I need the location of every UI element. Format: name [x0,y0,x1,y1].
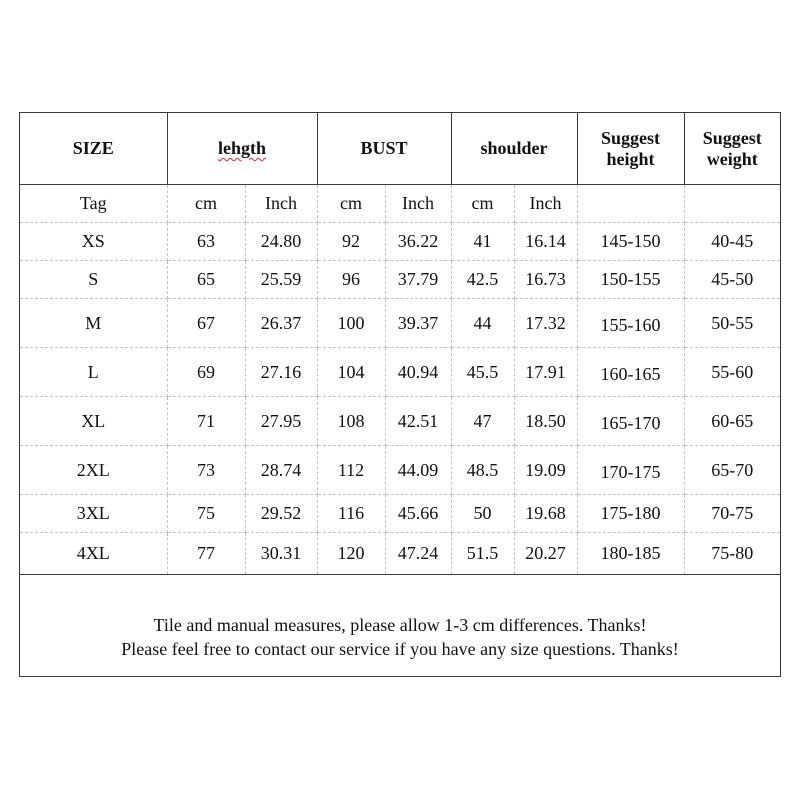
cell-shoulder-cm: 41 [451,223,514,261]
cell-length-inch: 25.59 [245,261,317,299]
cell-weight: 75-80 [684,533,780,575]
cell-length-inch: 27.16 [245,348,317,397]
cell-height: 175-180 [577,495,684,533]
unit-blank-weight [684,185,780,223]
header-shoulder: shoulder [451,113,577,185]
size-table [20,113,780,575]
table-row [20,299,780,348]
header-height-line1: Suggest [601,127,661,148]
note-line-1: Tile and manual measures, please allow 1-3 cm differences. Thanks! [153,615,647,635]
units-row [20,185,780,223]
cell-weight: 70-75 [684,495,780,533]
cell-shoulder-cm: 44 [451,299,514,348]
cell-bust-cm: 92 [317,223,385,261]
table-row [20,348,780,397]
cell-shoulder-cm: 48.5 [451,446,514,495]
cell-length-cm: 73 [167,446,245,495]
cell-size: S [20,261,167,299]
cell-shoulder-cm: 51.5 [451,533,514,575]
cell-size: 3XL [20,495,167,533]
cell-bust-inch: 44.09 [385,446,451,495]
cell-bust-cm: 108 [317,397,385,446]
cell-height: 145-150 [577,223,684,261]
cell-length-cm: 69 [167,348,245,397]
cell-shoulder-inch: 17.32 [514,299,577,348]
cell-height: 160-165 [577,348,684,397]
unit-blank-height [577,185,684,223]
header-bust: BUST [317,113,451,185]
table-row [20,495,780,533]
header-suggest-height [577,113,684,185]
cell-length-cm: 75 [167,495,245,533]
measurement-note [20,613,780,661]
cell-weight: 65-70 [684,446,780,495]
cell-shoulder-inch: 18.50 [514,397,577,446]
cell-shoulder-inch: 20.27 [514,533,577,575]
cell-weight: 60-65 [684,397,780,446]
cell-bust-inch: 39.37 [385,299,451,348]
cell-bust-cm: 104 [317,348,385,397]
cell-shoulder-inch: 19.68 [514,495,577,533]
header-row [20,113,780,185]
header-length-label: lehgth [218,138,267,158]
cell-height: 180-185 [577,533,684,575]
cell-size: M [20,299,167,348]
cell-height: 170-175 [577,446,684,495]
cell-bust-inch: 36.22 [385,223,451,261]
cell-weight: 40-45 [684,223,780,261]
cell-length-cm: 63 [167,223,245,261]
unit-tag: Tag [20,185,167,223]
cell-size: XL [20,397,167,446]
cell-bust-cm: 116 [317,495,385,533]
table-row [20,533,780,575]
cell-height: 150-155 [577,261,684,299]
cell-length-cm: 67 [167,299,245,348]
cell-bust-cm: 100 [317,299,385,348]
cell-bust-inch: 42.51 [385,397,451,446]
table-row [20,446,780,495]
cell-shoulder-cm: 47 [451,397,514,446]
cell-bust-cm: 96 [317,261,385,299]
cell-shoulder-inch: 17.91 [514,348,577,397]
cell-length-cm: 65 [167,261,245,299]
cell-bust-inch: 47.24 [385,533,451,575]
header-weight-line1: Suggest [702,127,762,148]
header-length [167,113,317,185]
unit-shoulder-cm: cm [451,185,514,223]
cell-bust-inch: 45.66 [385,495,451,533]
cell-length-inch: 27.95 [245,397,317,446]
cell-shoulder-inch: 16.73 [514,261,577,299]
header-height-line2: height [606,148,655,169]
cell-size: 4XL [20,533,167,575]
unit-shoulder-inch: Inch [514,185,577,223]
cell-bust-inch: 40.94 [385,348,451,397]
size-chart [19,112,781,677]
cell-bust-cm: 112 [317,446,385,495]
cell-bust-inch: 37.79 [385,261,451,299]
header-size: SIZE [20,113,167,185]
cell-length-inch: 29.52 [245,495,317,533]
cell-length-cm: 71 [167,397,245,446]
cell-height: 165-170 [577,397,684,446]
cell-shoulder-cm: 42.5 [451,261,514,299]
cell-size: L [20,348,167,397]
cell-length-inch: 24.80 [245,223,317,261]
table-row [20,223,780,261]
cell-bust-cm: 120 [317,533,385,575]
table-row [20,261,780,299]
table-row [20,397,780,446]
cell-weight: 55-60 [684,348,780,397]
cell-length-inch: 30.31 [245,533,317,575]
cell-length-inch: 26.37 [245,299,317,348]
cell-shoulder-cm: 45.5 [451,348,514,397]
unit-bust-inch: Inch [385,185,451,223]
unit-bust-cm: cm [317,185,385,223]
cell-size: XS [20,223,167,261]
header-weight-line2: weight [706,148,758,169]
header-suggest-weight [684,113,780,185]
note-line-2: Please feel free to contact our service if you have any size questions. Thanks! [121,639,679,659]
cell-shoulder-cm: 50 [451,495,514,533]
unit-length-cm: cm [167,185,245,223]
cell-length-inch: 28.74 [245,446,317,495]
cell-weight: 50-55 [684,299,780,348]
cell-length-cm: 77 [167,533,245,575]
unit-length-inch: Inch [245,185,317,223]
cell-weight: 45-50 [684,261,780,299]
cell-shoulder-inch: 16.14 [514,223,577,261]
cell-height: 155-160 [577,299,684,348]
cell-shoulder-inch: 19.09 [514,446,577,495]
cell-size: 2XL [20,446,167,495]
